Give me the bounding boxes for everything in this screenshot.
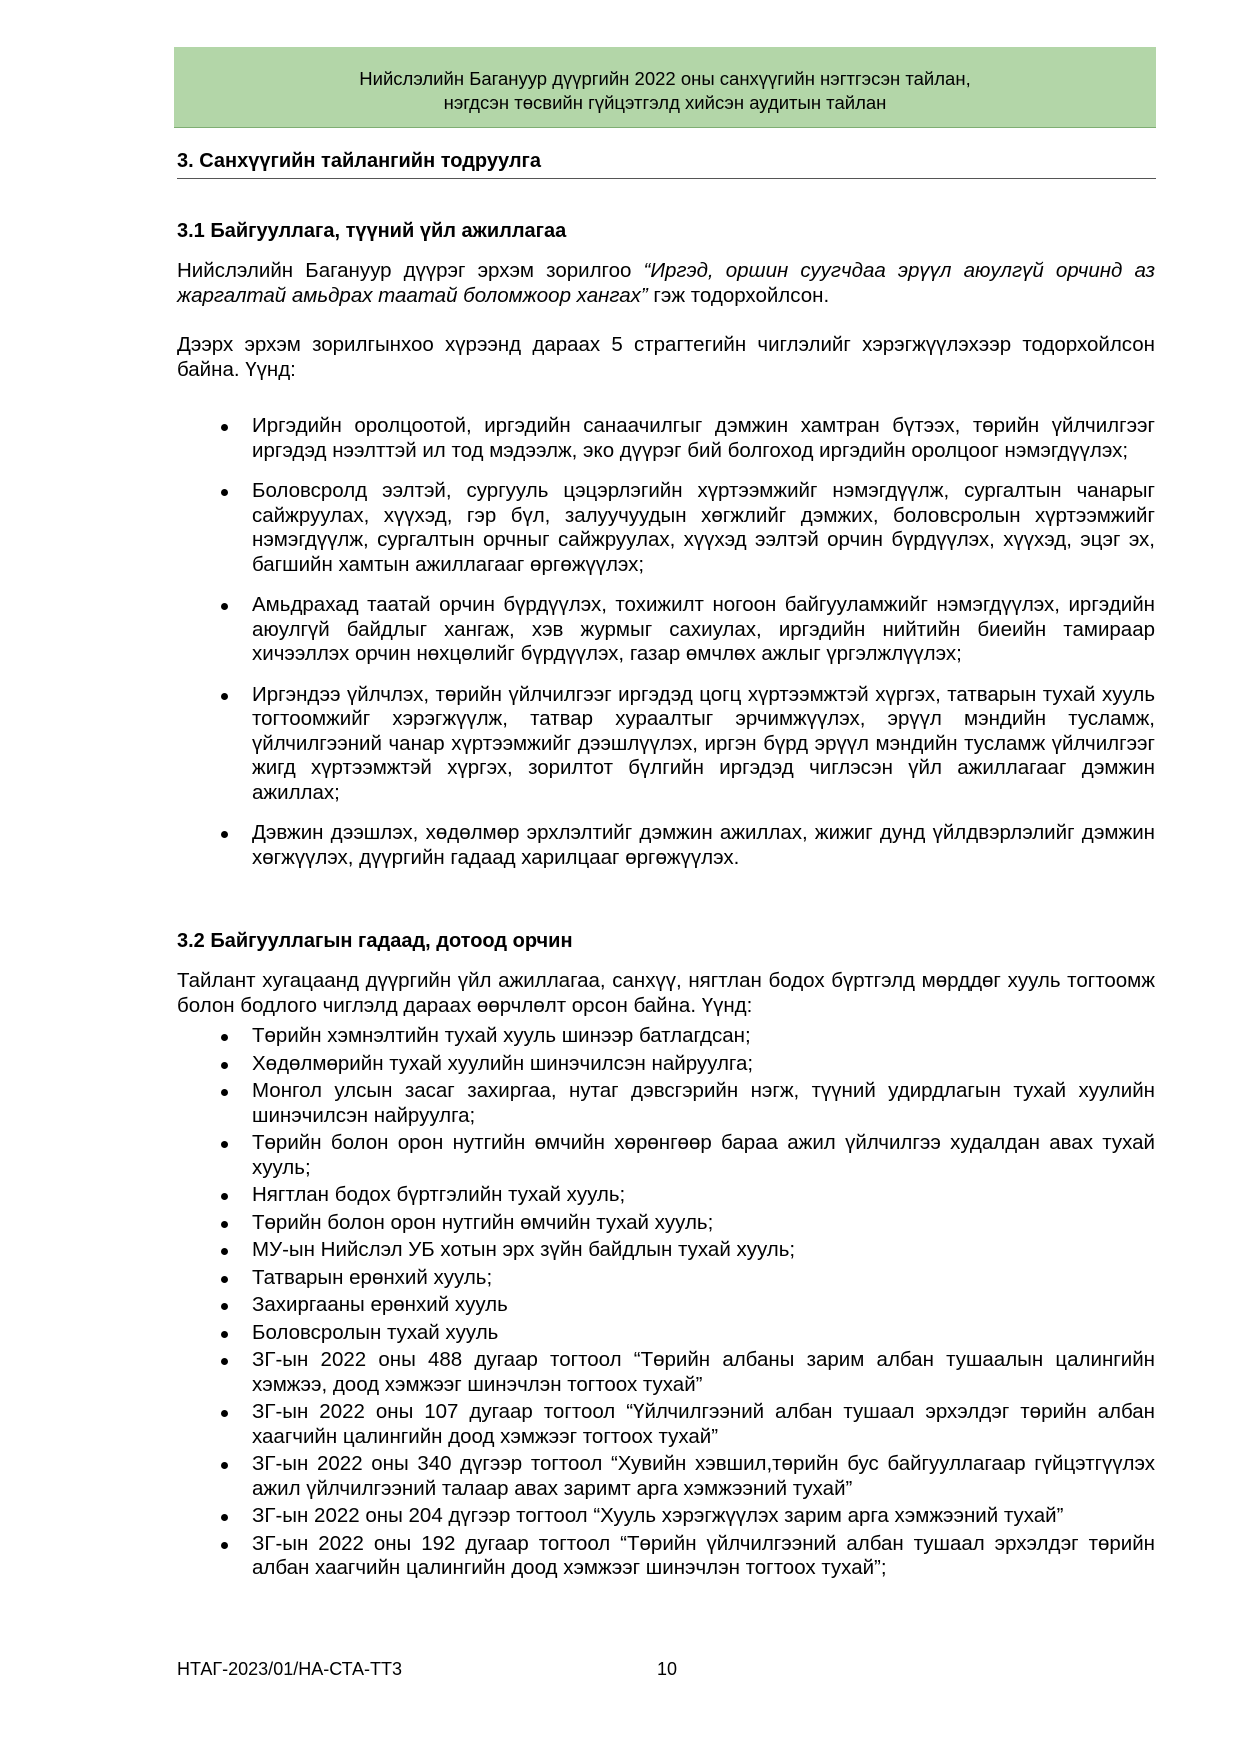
list-item [177, 479, 1155, 577]
list-item [177, 1024, 1155, 1049]
list-item [177, 1183, 1155, 1208]
list-item-text: Монгол улсын засаг захиргаа, нутаг дэвсгэрийн нэгж, түүний удирдлагын тухай хуулийн шинэчилсэн найруулга; [252, 1079, 1155, 1127]
list-item-text: Хөдөлмөрийн тухай хуулийн шинэчилсэн найруулга; [252, 1051, 754, 1075]
bullet-icon [221, 1141, 228, 1148]
list-item-text: Иргэдийн оролцоотой, иргэдийн санаачилгыг дэмжин хамтран бүтээх, төрийн үйлчилгээг иргэдэд нээлттэй ил тод мэдээлж, эко дүүрэг бий болгоход иргэдийн оролцоог нэмэгдүүлэх; [252, 414, 1155, 462]
list-item [177, 1079, 1155, 1128]
header-line-2: нэгдсэн төсвийн гүйцэтгэлд хийсэн аудитын тайлан [443, 92, 887, 113]
bullet-icon [221, 1193, 228, 1200]
bullet-icon [221, 1276, 228, 1283]
list-item-text: Төрийн болон орон нутгийн өмчийн хөрөнгөөр бараа ажил үйлчилгээ худалдан авах тухай хууль; [252, 1131, 1155, 1179]
list-item [177, 1400, 1155, 1449]
mission-quote: “Иргэд, оршин суугчдаа эрүүл аюулгүй орчинд аз жаргалтай амьдрах таатай боломжоор хангах” [177, 259, 1155, 307]
header-line-1: Нийслэлийн Багануур дүүргийн 2022 оны санхүүгийн нэгтгэсэн тайлан, [359, 68, 971, 89]
list-item-text: ЗГ-ын 2022 оны 107 дугаар тогтоол “Үйлчилгээний албан тушаал эрхэлдэг төрийн албан хаагчийн цалингийн доод хэмжээг тогтоох тухай” [252, 1400, 1155, 1448]
bullet-icon [221, 1034, 228, 1041]
bullet-icon [221, 424, 228, 431]
strategy-list [177, 414, 1155, 886]
list-item-text: Боловсролын тухай хууль [252, 1320, 499, 1344]
bullet-icon [221, 1358, 228, 1365]
list-item-text: Иргэндээ үйлчлэх, төрийн үйлчилгээг иргэдэд цогц хүртээмжтэй хүргэх, татварын тухай хууль тогтоомжийг хэрэгжүүлж, татвар хураалтыг эрчимжүүлэх, эрүүл мэндийн тусламж, үйлчилгээний чанар хүртээмжийг дээшлүүлэх, иргэн бүрд эрүүл мэндийн тусламж үйлчилгээг жигд хүртээмжтэй хүргэх, зорилтот бүлгийн иргэдэд чиглэсэн үйл ажиллагааг дэмжин ажиллах; [252, 682, 1155, 804]
bullet-icon [221, 1303, 228, 1310]
list-item-text: Амьдрахад таатай орчин бүрдүүлэх, тохижилт ногоон байгууламжийг нэмэгдүүлэх, иргэдийн аюулгүй байдлыг хангаж, хэв журмыг сахиулах, иргэдийн нийтийн биеийн тамираар хичээллэх орчин нөхцөлийг бүрдүүлэх, газар өмчлөх ажлыг үргэлжлүүлэх; [252, 593, 1155, 665]
list-item-text: Боловсролд ээлтэй, сургууль цэцэрлэгийн хүртээмжийг нэмэгдүүлж, сургалтын чанарыг сайжруулах, хүүхэд, гэр бүл, залуучуудын хөгжлийг дэмжих, боловсролын хүртээмжийг нэмэгдүүлж, сургалтын орчныг сайжруулах, хүүхэд ээлтэй орчин бүрдүүлэх, хүүхэд, эцэг эх, багшийн хамтын ажиллагааг өргөжүүлэх; [252, 479, 1155, 576]
report-header [174, 47, 1156, 128]
subsection-3-1-title: 3.1 Байгууллага, түүний үйл ажиллагаа [177, 220, 567, 242]
page-number: 10 [657, 1659, 678, 1679]
legislation-list [177, 1024, 1155, 1584]
bullet-icon [221, 1331, 228, 1338]
list-item [177, 1238, 1155, 1263]
bullet-icon [221, 1542, 228, 1549]
paragraph-mission [177, 258, 1155, 308]
bullet-icon [221, 693, 228, 700]
list-item [177, 593, 1155, 667]
mission-text-start: Нийслэлийн Багануур дүүрэг эрхэм зорилгоо [177, 259, 644, 282]
bullet-icon [221, 1089, 228, 1096]
document-code: НТАГ-2023/01/НА-СТА-ТТ3 [177, 1659, 403, 1679]
bullet-icon [221, 489, 228, 496]
list-item [177, 1532, 1155, 1581]
bullet-icon [221, 1221, 228, 1228]
list-item [177, 1504, 1155, 1529]
list-item-text: ЗГ-ын 2022 оны 340 дүгээр тогтоол “Хувийн хэвшил,төрийн бус байгууллагаар гүйцэтгүүлэх ажил үйлчилгээний талаар авах заримт арга хэмжээний тухай” [252, 1452, 1155, 1500]
list-item [177, 683, 1155, 806]
bullet-icon [221, 1410, 228, 1417]
list-item-text: Татварын ерөнхий хууль; [252, 1265, 493, 1289]
bullet-icon [221, 1062, 228, 1069]
list-item-text: Дэвжин дээшлэх, хөдөлмөр эрхлэлтийг дэмжин ажиллах, жижиг дунд үйлдвэрлэлийг дэмжин хөгжүүлэх, дүүргийн гадаад харилцааг өргөжүүлэх. [252, 821, 1155, 869]
list-item-text: ЗГ-ын 2022 оны 192 дугаар тогтоол “Төрийн үйлчилгээний албан тушаал эрхэлдэг төрийн албан хаагчийн цалингийн доод хэмжээг шинэчлэн тогтоох тухай”; [252, 1531, 1155, 1579]
list-item [177, 1452, 1155, 1501]
bullet-icon [221, 831, 228, 838]
bullet-icon [221, 1462, 228, 1469]
list-item-text: Төрийн хэмнэлтийн тухай хууль шинээр батлагдсан; [252, 1024, 751, 1047]
paragraph-strategies: Дээрх эрхэм зорилгынхоо хүрээнд дараах 5 страгтегийн чиглэлийг хэрэгжүүлэхээр тодорхойлсон байна. Үүнд: [177, 333, 1155, 381]
list-item [177, 1348, 1155, 1397]
list-item-text: Төрийн болон орон нутгийн өмчийн тухай хууль; [252, 1210, 714, 1234]
list-item-text: Нягтлан бодох бүртгэлийн тухай хууль; [252, 1183, 626, 1206]
section-title: 3. Санхүүгийн тайлангийн тодруулга [177, 148, 1156, 179]
list-item [177, 1131, 1155, 1180]
list-item-text: ЗГ-ын 2022 оны 488 дугаар тогтоол “Төрийн албаны зарим албан тушаалын цалингийн хэмжээ, доод хэмжээг шинэчлэн тогтоох тухай” [252, 1348, 1155, 1396]
mission-text-end: гэж тодорхойлсон. [647, 284, 830, 307]
list-item-text: ЗГ-ын 2022 оны 204 дүгээр тогтоол “Хууль хэрэгжүүлэх зарим арга хэмжээний тухай” [252, 1504, 1064, 1527]
list-item-text: Захиргааны ерөнхий хууль [252, 1293, 508, 1316]
list-item-text: МУ-ын Нийслэл УБ хотын эрх зүйн байдлын тухай хууль; [252, 1238, 796, 1261]
list-item [177, 1266, 1155, 1291]
bullet-icon [221, 1248, 228, 1255]
list-item [177, 1052, 1155, 1077]
list-item [177, 821, 1155, 870]
list-item [177, 1293, 1155, 1318]
subsection-3-2-title: 3.2 Байгууллагын гадаад, дотоод орчин [177, 930, 573, 952]
list-item [177, 1321, 1155, 1346]
list-item [177, 1211, 1155, 1236]
list-item [177, 414, 1155, 463]
bullet-icon [221, 1514, 228, 1521]
bullet-icon [221, 603, 228, 610]
paragraph-changes: Тайлант хугацаанд дүүргийн үйл ажиллагаа, санхүү, нягтлан бодох бүртгэлд мөрддөг хууль тогтоомж болон бодлого чиглэлд дараах өөрчлөлт орсон байна. Үүнд: [177, 969, 1155, 1017]
